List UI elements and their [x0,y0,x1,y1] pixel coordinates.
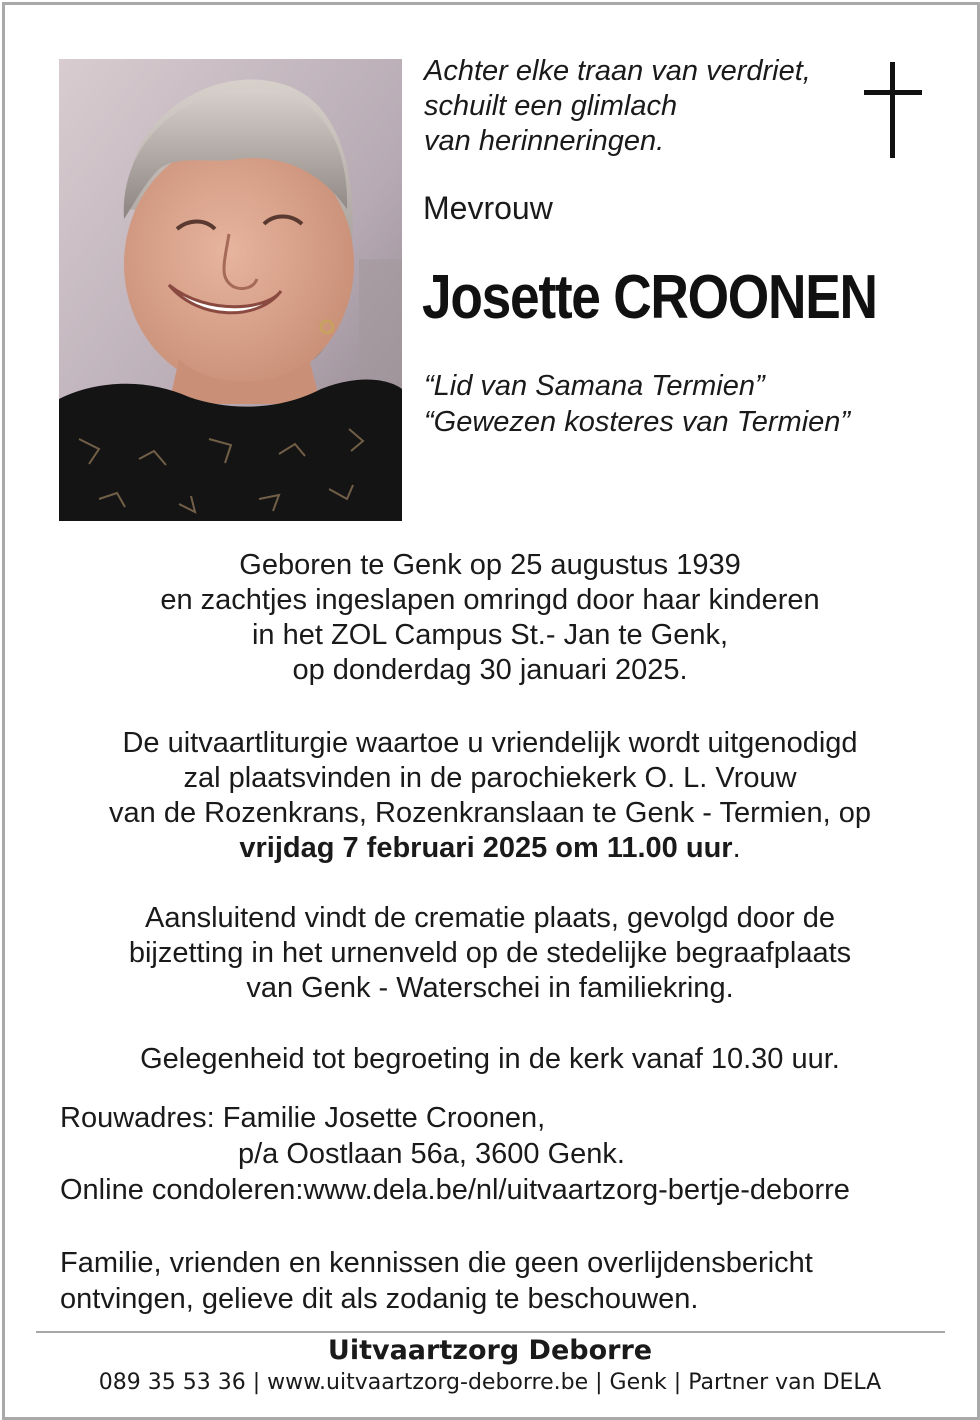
funeral-date-line [40,831,940,866]
funeral-home-contact: 089 35 53 36 | www.uitvaartzorg-deborre.be | Genk | Partner van DELA [98,1370,882,1395]
paragraph-line: op donderdag 30 januari 2025. [292,654,688,686]
quote-line: Achter elke traan van verdriet, [424,55,811,87]
funeral-date-suffix: . [732,832,741,864]
notice-paragraph [60,1245,813,1317]
quote-line: van herinneringen. [424,125,665,157]
memorial-quote [424,54,854,159]
address-line: p/a Oostlaan 56a, 3600 Genk. [238,1138,625,1170]
paragraph-line: bijzetting in het urnenveld op de stedelijke begraafplaats [128,937,852,969]
mourning-address [60,1100,850,1208]
deceased-name: Josette CROONEN [422,263,877,332]
paragraph-line: ontvingen, gelieve dit als zodanig te beschouwen. [60,1283,699,1315]
funeral-home-name: Uitvaartzorg Deborre [327,1335,653,1366]
paragraph-line: Aansluitend vindt de crematie plaats, gevolgd door de [145,902,835,934]
paragraph-line: van de Rozenkrans, Rozenkranslaan te Genk - Termien, op [109,797,871,829]
paragraph-line: Geboren te Genk op 25 augustus 1939 [239,549,741,581]
latin-cross-icon [864,62,922,165]
funeral-date: vrijdag 7 februari 2025 om 11.00 uur [239,832,733,864]
paragraph-line: in het ZOL Campus St.- Jan te Genk, [251,619,729,651]
membership-line: “Gewezen kosteres van Termien” [424,406,851,438]
quote-line: schuilt een glimlach [424,90,678,122]
paragraph-line: van Genk - Waterschei in familiekring. [246,972,734,1004]
salutation: Mevrouw [423,190,553,226]
footer-divider [36,1331,945,1333]
paragraph-line: Familie, vrienden en kennissen die geen overlijdensbericht [60,1247,813,1279]
paragraph-line: Gelegenheid tot begroeting in de kerk vanaf 10.30 uur. [140,1043,840,1075]
visitation-paragraph [40,1042,940,1077]
funeral-paragraph [40,726,940,866]
online-condolence: Online condoleren:www.dela.be/nl/uitvaartzorg-bertje-deborre [60,1174,850,1206]
memberships [424,368,850,440]
portrait-photo [59,59,402,521]
paragraph-line: De uitvaartliturgie waartoe u vriendelijk wordt uitgenodigd [122,727,858,759]
membership-line: “Lid van Samana Termien” [424,370,765,402]
cremation-paragraph [40,901,940,1006]
address-line: Rouwadres: Familie Josette Croonen, [60,1102,546,1134]
birth-death-paragraph [40,548,940,688]
paragraph-line: en zachtjes ingeslapen omringd door haar kinderen [160,584,820,616]
paragraph-line: zal plaatsvinden in de parochiekerk O. L. Vrouw [183,762,797,794]
